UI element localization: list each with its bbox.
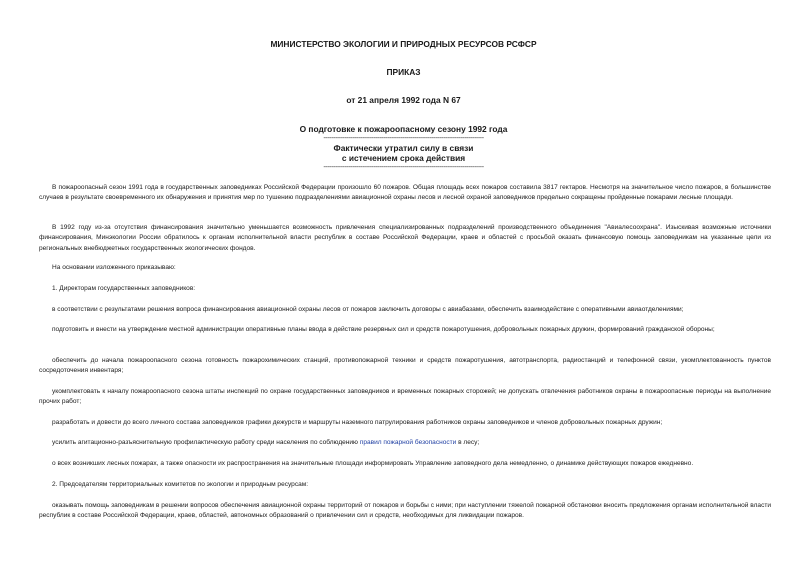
ministry-heading: МИНИСТЕРСТВО ЭКОЛОГИИ И ПРИРОДНЫХ РЕСУРСОВ РСФСР (270, 39, 537, 49)
paragraph-3-text: На основании изложенного приказываю: (52, 264, 176, 271)
paragraph-6 (39, 325, 771, 335)
paragraph-13-text: оказывать помощь заповедникам в решении вопросов обеспечения авиационной охраны территорий от пожаров и борьбы с ними; при наступлении тяжелой пожарной обстановки вносить предложения органам исполнительной власти республик в составе Российской Федерации, краев, областей, автономных образований о привлечении сил и средств, необходимых для ликвидации пожаров. (39, 502, 771, 520)
paragraph-8-text: укомплектовать к началу пожароопасного сезона штаты инспекций по охране государственных заповедников и временных пожарных сторожей; не допускать отвлечения работников охраны в пожароопасные периоды на выполнение прочих работ; (39, 388, 771, 406)
status-line-2: с истечением срока действия (341, 153, 466, 163)
document-title: О подготовке к пожароопасному сезону 1992 года (299, 124, 508, 134)
paragraph-8 (39, 387, 771, 408)
paragraph-11-text: о всех возникших лесных пожарах, а также опасности их распространения на значительные площади информировать Управление заповедного дела немедленно, о динамике действующих пожаров ежедневно. (52, 460, 694, 467)
status-line-1: Фактически утратил силу в связи (333, 143, 474, 153)
paragraph-6-text: подготовить и внести на утверждение местной администрации оперативные планы ввода в действие резервных сил и средств пожаротушения, добровольных пожарных дружин, формирований гражданской обороны; (52, 326, 715, 333)
paragraph-5 (39, 305, 771, 315)
fire-safety-rules-link[interactable]: правил пожарной безопасности (359, 439, 457, 446)
paragraph-12 (39, 480, 771, 490)
paragraph-12-text: 2. Председателям территориальных комитетов по экологии и природным ресурсам: (52, 481, 309, 488)
paragraph-3 (39, 263, 771, 273)
date-number: от 21 апреля 1992 года N 67 (346, 95, 461, 105)
paragraph-2-text: В 1992 году из-за отсутствия финансирования значительно уменьшается возможность привлечения специализированных подразделений производственного объединения "Авиалесоохрана". Изыскивая возможные источники финансирования, Минэкологии России обратилось к органам исполнительной власти республик в составе Российской Федерации, краев и областей с просьбой оказать финансовую помощь заповедникам на указанные цели из региональных внебюджетных государственных экологических фондов. (39, 224, 771, 252)
paragraph-4-text: 1. Директорам государственных заповедников: (52, 285, 196, 292)
paragraph-7 (39, 356, 771, 377)
paragraph-13 (39, 501, 771, 522)
paragraph-10-text-after: в лесу; (456, 439, 480, 446)
paragraph-7-text: обеспечить до начала пожароопасного сезона готовность пожарохимических станций, противопожарной техники и средств пожаротушения, автотранспорта, радиостанций и телефонной связи, укомплектованность пунктов сосредоточения инвентаря; (39, 357, 771, 375)
paragraph-10-text-before: усилить агитационно-разъяснительную профилактическую работу среди населения по соблюдению (52, 439, 360, 446)
paragraph-9-text: разработать и довести до всего личного состава заповедников графики дежурств и маршруты наземного патрулирования работников охраны заповедников и членов добровольных пожарных дружин; (52, 419, 663, 426)
paragraph-4 (39, 284, 771, 294)
paragraph-1 (39, 183, 771, 204)
paragraph-10 (39, 438, 771, 448)
paragraph-9 (39, 418, 771, 428)
separator-bottom: ----------------------------------------------------------------------------------- (323, 165, 484, 171)
separator-top: ----------------------------------------------------------------------------------- (323, 136, 484, 142)
paragraph-1-text: В пожароопасный сезон 1991 года в государственных заповедниках Российской Федерации произошло 60 пожаров. Общая площадь всех пожаров составила 3817 гектаров. Несмотря на значительное число пожаров, в большинстве случаев в результате своевременного их обнаружения и принятия мер по тушению подразделениями авиационной охраны лесов и лесной охраной заповедников предельно сокращены пройденные пожарами лесные площади. (39, 184, 771, 202)
doc-type-heading: ПРИКАЗ (386, 67, 421, 77)
paragraph-2 (39, 223, 771, 254)
paragraph-11 (39, 459, 771, 469)
paragraph-5-text: в соответствии с результатами решения вопроса финансирования авиационной охраны лесов от пожаров заключить договоры с авиабазами, обеспечить взаимодействие с оперативными авиаотделениями; (52, 306, 684, 313)
